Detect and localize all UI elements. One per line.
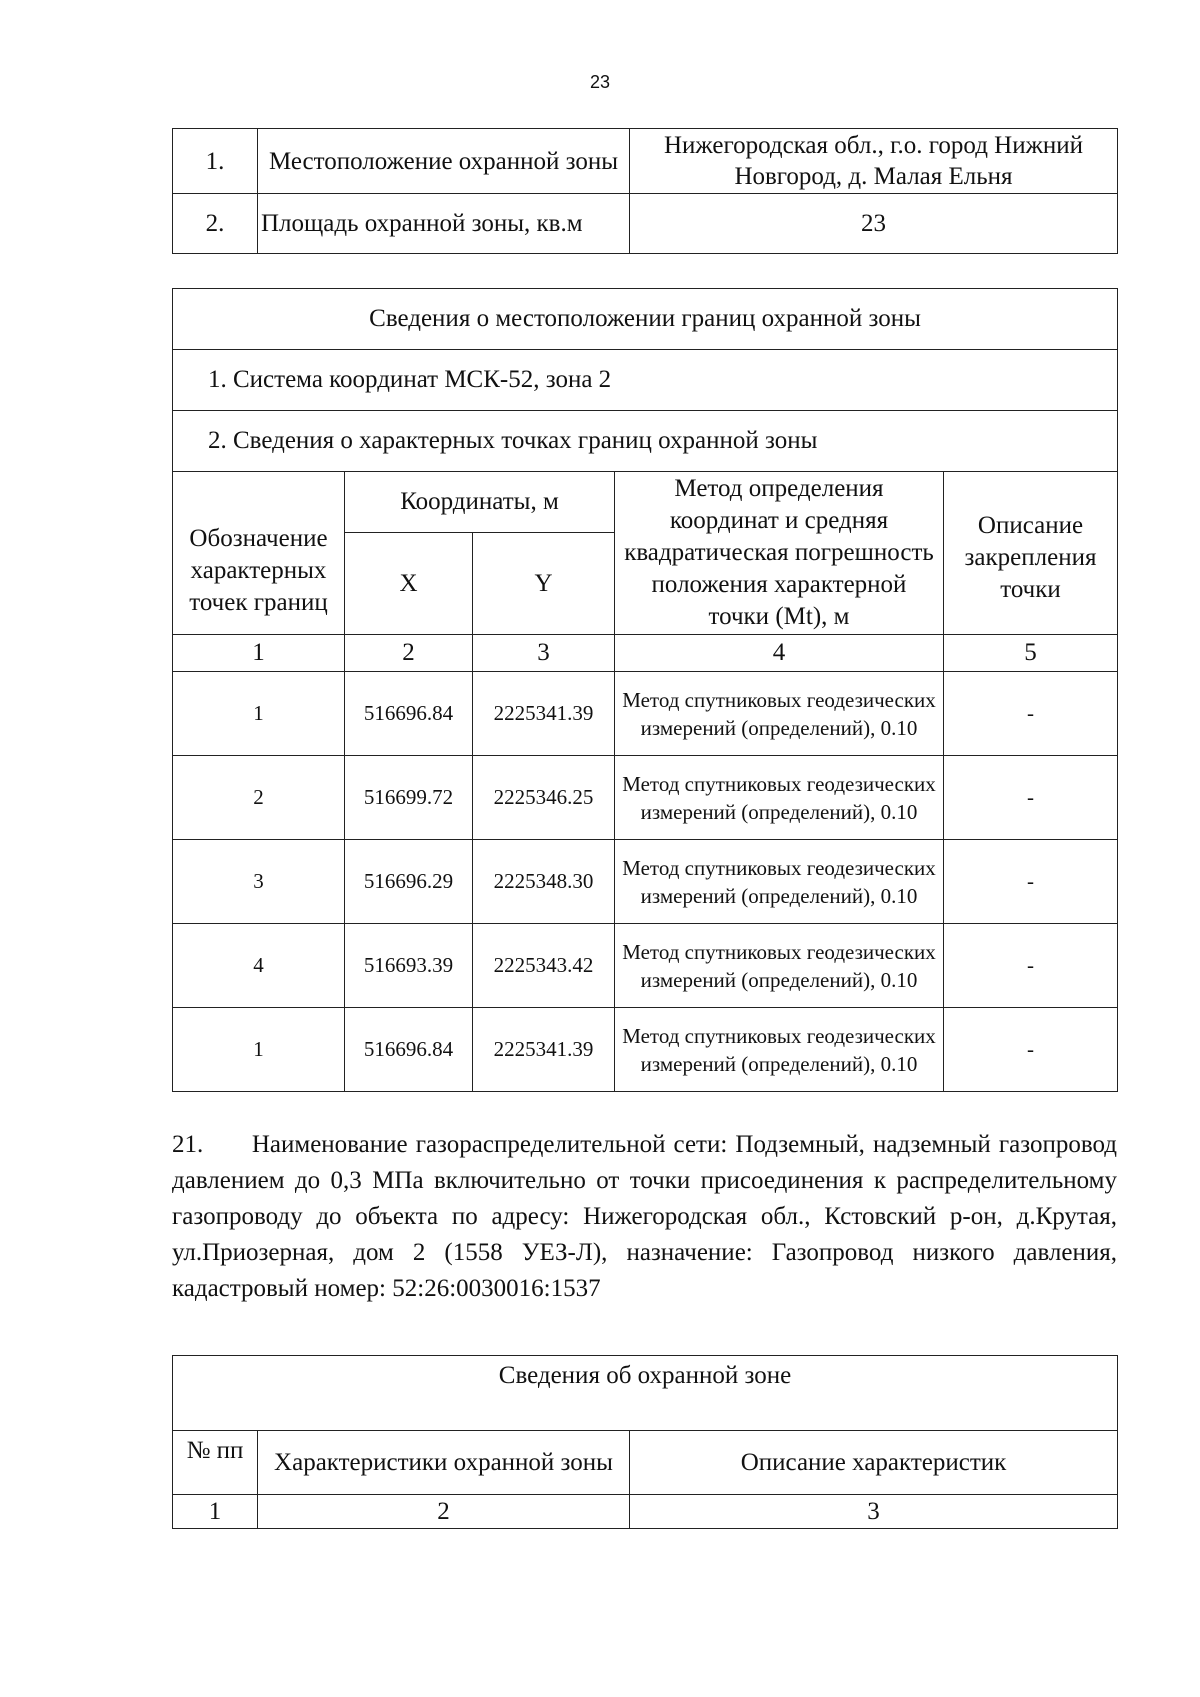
column-number: 5 [944, 635, 1118, 672]
table-row [173, 289, 1118, 350]
x-coordinate: 516696.29 [345, 840, 473, 924]
col-description-header: Описание закрепления точки [944, 472, 1118, 635]
point-id: 1 [173, 1008, 345, 1092]
description-cell: - [944, 672, 1118, 756]
points-title: 2. Сведения о характерных точках границ охранной зоны [173, 411, 1118, 472]
boundary-points-table [172, 288, 1118, 1092]
table-row [173, 924, 1118, 1008]
x-coordinate: 516696.84 [345, 1008, 473, 1092]
point-id: 4 [173, 924, 345, 1008]
table-row [173, 1008, 1118, 1092]
coord-system: 1. Система координат МСК-52, зона 2 [173, 350, 1118, 411]
method-cell: Метод спутниковых геодезических измерений (определений), 0.10 [615, 756, 944, 840]
y-coordinate: 2225348.30 [473, 840, 615, 924]
x-coordinate: 516699.72 [345, 756, 473, 840]
point-id: 2 [173, 756, 345, 840]
col-y-header: Y [473, 533, 615, 635]
col-description-header: Описание характеристик [630, 1431, 1118, 1495]
row-number: 1. [173, 129, 258, 194]
row-label: Местоположение охранной зоны [258, 129, 630, 194]
column-number: 4 [615, 635, 944, 672]
row-number: 2. [173, 194, 258, 254]
description-cell: - [944, 840, 1118, 924]
description-cell: - [944, 1008, 1118, 1092]
zone-info-table [172, 1355, 1118, 1529]
x-coordinate: 516693.39 [345, 924, 473, 1008]
col-characteristics-header: Характеристики охранной зоны [258, 1431, 630, 1495]
method-cell: Метод спутниковых геодезических измерений (определений), 0.10 [615, 672, 944, 756]
row-label: Площадь охранной зоны, кв.м [258, 194, 630, 254]
column-number: 2 [345, 635, 473, 672]
description-cell: - [944, 756, 1118, 840]
col-num-header: № пп [173, 1431, 258, 1495]
table-row [173, 672, 1118, 756]
table-row [173, 1356, 1118, 1431]
description-cell: - [944, 924, 1118, 1008]
table-row [173, 129, 1118, 194]
method-cell: Метод спутниковых геодезических измерений (определений), 0.10 [615, 1008, 944, 1092]
table-header-row [173, 1431, 1118, 1495]
column-number: 1 [173, 1495, 258, 1529]
table-row [173, 840, 1118, 924]
column-number: 3 [630, 1495, 1118, 1529]
col-coords-header: Координаты, м [345, 472, 615, 533]
column-number: 3 [473, 635, 615, 672]
section-21-paragraph: 21. Наименование газораспределительной сети: Подземный, надземный газопровод давлением до 0,3 МПа включительно от точки присоединения к распределительному газопроводу до объекта по адресу: Нижегородская обл., Кстовский р-он, д.Крутая, ул.Приозерная, дом 2 (1558 УЕЗ-Л), назначение: Газопровод низкого давления, кадастровый номер: 52:26:0030016:1537 [172, 1131, 1117, 1302]
y-coordinate: 2225343.42 [473, 924, 615, 1008]
table-title: Сведения об охранной зоне [173, 1356, 1118, 1431]
zone-summary-table [172, 128, 1118, 254]
page-number: 23 [589, 72, 611, 92]
x-coordinate: 516696.84 [345, 672, 473, 756]
point-id: 1 [173, 672, 345, 756]
table-row [173, 350, 1118, 411]
point-id: 3 [173, 840, 345, 924]
column-numbers-row [173, 1495, 1118, 1529]
col-designation-header: Обозначение характерных точек границ [173, 472, 345, 635]
y-coordinate: 2225341.39 [473, 672, 615, 756]
column-number: 1 [173, 635, 345, 672]
col-method-header: Метод определения координат и средняя квадратическая погрешность положения характерной точки (Mt), м [615, 472, 944, 635]
y-coordinate: 2225341.39 [473, 1008, 615, 1092]
table-row [173, 194, 1118, 254]
table-row [173, 411, 1118, 472]
method-cell: Метод спутниковых геодезических измерений (определений), 0.10 [615, 840, 944, 924]
row-value: Нижегородская обл., г.о. город Нижний Новгород, д. Малая Ельня [630, 129, 1118, 194]
col-x-header: X [345, 533, 473, 635]
row-value: 23 [630, 194, 1118, 254]
table-header-row [173, 472, 1118, 533]
column-numbers-row [173, 635, 1118, 672]
table-row [173, 756, 1118, 840]
table-title: Сведения о местоположении границ охранной зоны [173, 289, 1118, 350]
y-coordinate: 2225346.25 [473, 756, 615, 840]
method-cell: Метод спутниковых геодезических измерений (определений), 0.10 [615, 924, 944, 1008]
column-number: 2 [258, 1495, 630, 1529]
